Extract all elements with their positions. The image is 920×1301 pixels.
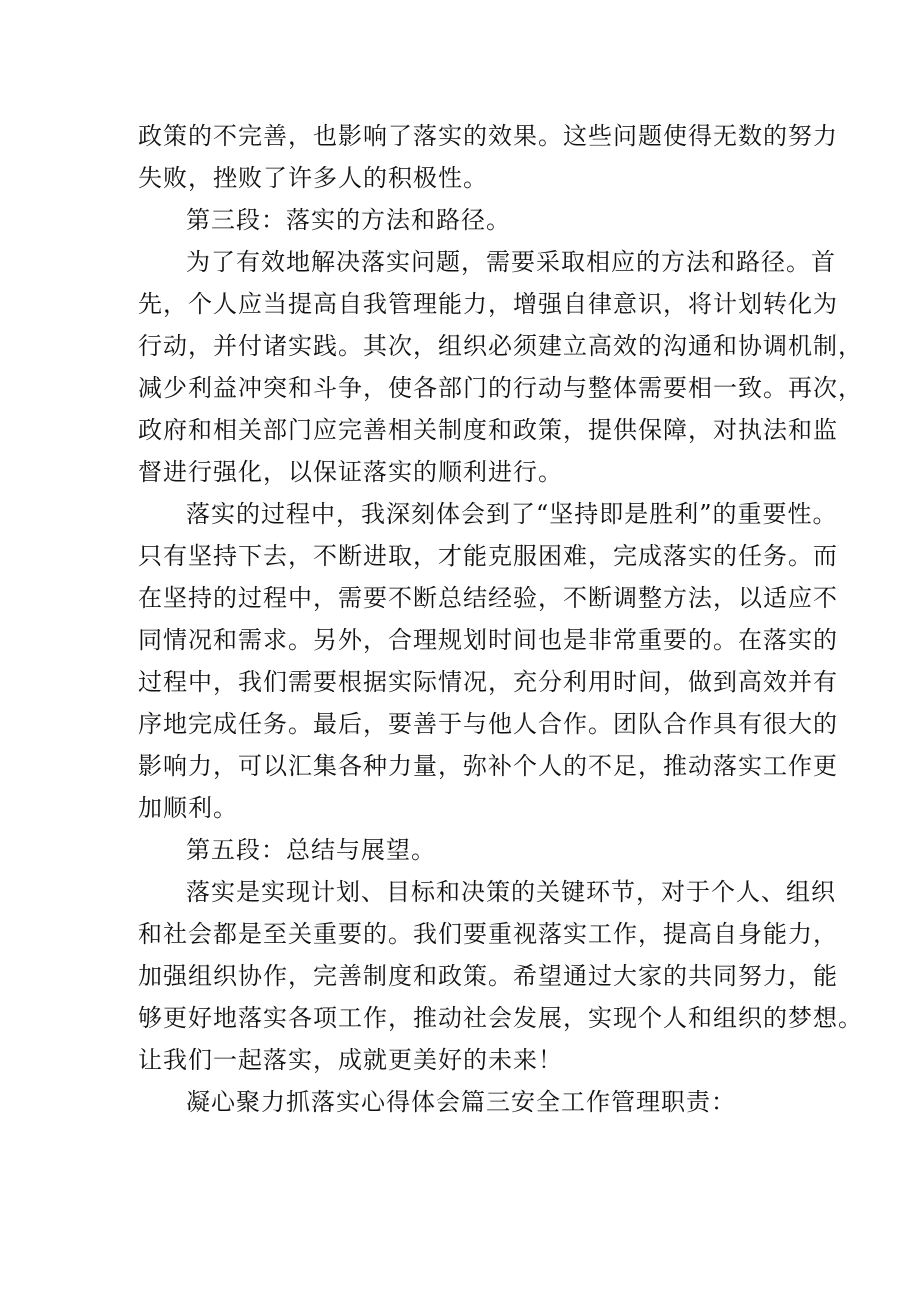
text-line: 政策的不完善，也影响了落实的效果。这些问题使得无数的努力 — [138, 122, 838, 150]
paragraph-p2 — [138, 199, 786, 241]
text-line: 凝心聚力抓落实心得体会篇三安全工作管理职责： — [186, 1088, 736, 1116]
text-line: 政府和相关部门应完善相关制度和政策，提供保障，对执法和监 — [138, 416, 838, 444]
text-line: 落实是实现计划、目标和决策的关键环节，对于个人、组织 — [186, 878, 836, 906]
text-line: 序地完成任务。最后，要善于与他人合作。团队合作具有很大的 — [138, 710, 838, 738]
text-line: 先，个人应当提高自我管理能力，增强自律意识，将计划转化为 — [138, 290, 838, 318]
text-line: 落实的过程中，我深刻体会到了“坚持即是胜利”的重要性。 — [186, 500, 838, 528]
paragraph-p3 — [138, 241, 863, 493]
text-line: 和社会都是至关重要的。我们要重视落实工作，提高自身能力， — [138, 920, 838, 948]
text-line: 加顺利。 — [138, 794, 238, 822]
text-line: 第五段：总结与展望。 — [186, 836, 436, 864]
text-line: 为了有效地解决落实问题，需要采取相应的方法和路径。首 — [186, 248, 836, 276]
text-line: 加强组织协作，完善制度和政策。希望通过大家的共同努力，能 — [138, 962, 838, 990]
text-line: 失败，挫败了许多人的积极性。 — [138, 164, 488, 192]
text-line: 影响力，可以汇集各种力量，弥补个人的不足，推动落实工作更 — [138, 752, 838, 780]
text-line: 督进行强化，以保证落实的顺利进行。 — [138, 458, 563, 486]
text-line: 在坚持的过程中，需要不断总结经验，不断调整方法，以适应不 — [138, 584, 838, 612]
text-line: 过程中，我们需要根据实际情况，充分利用时间，做到高效并有 — [138, 668, 838, 696]
document-body — [138, 115, 863, 1123]
text-line: 第三段：落实的方法和路径。 — [186, 206, 511, 234]
paragraph-p7 — [138, 1081, 786, 1123]
paragraph-p4 — [138, 493, 838, 829]
text-line: 行动，并付诸实践。其次，组织必须建立高效的沟通和协调机制， — [138, 332, 863, 360]
text-line: 同情况和需求。另外，合理规划时间也是非常重要的。在落实的 — [138, 626, 838, 654]
text-line: 让我们一起落实，成就更美好的未来！ — [138, 1046, 563, 1074]
paragraph-p6 — [138, 871, 863, 1081]
paragraph-p5 — [138, 829, 786, 871]
paragraph-p1 — [138, 115, 838, 199]
text-line: 减少利益冲突和斗争，使各部门的行动与整体需要相一致。再次， — [138, 374, 863, 402]
text-line: 只有坚持下去，不断进取，才能克服困难，完成落实的任务。而 — [138, 542, 838, 570]
text-line: 够更好地落实各项工作，推动社会发展，实现个人和组织的梦想。 — [138, 1004, 863, 1032]
